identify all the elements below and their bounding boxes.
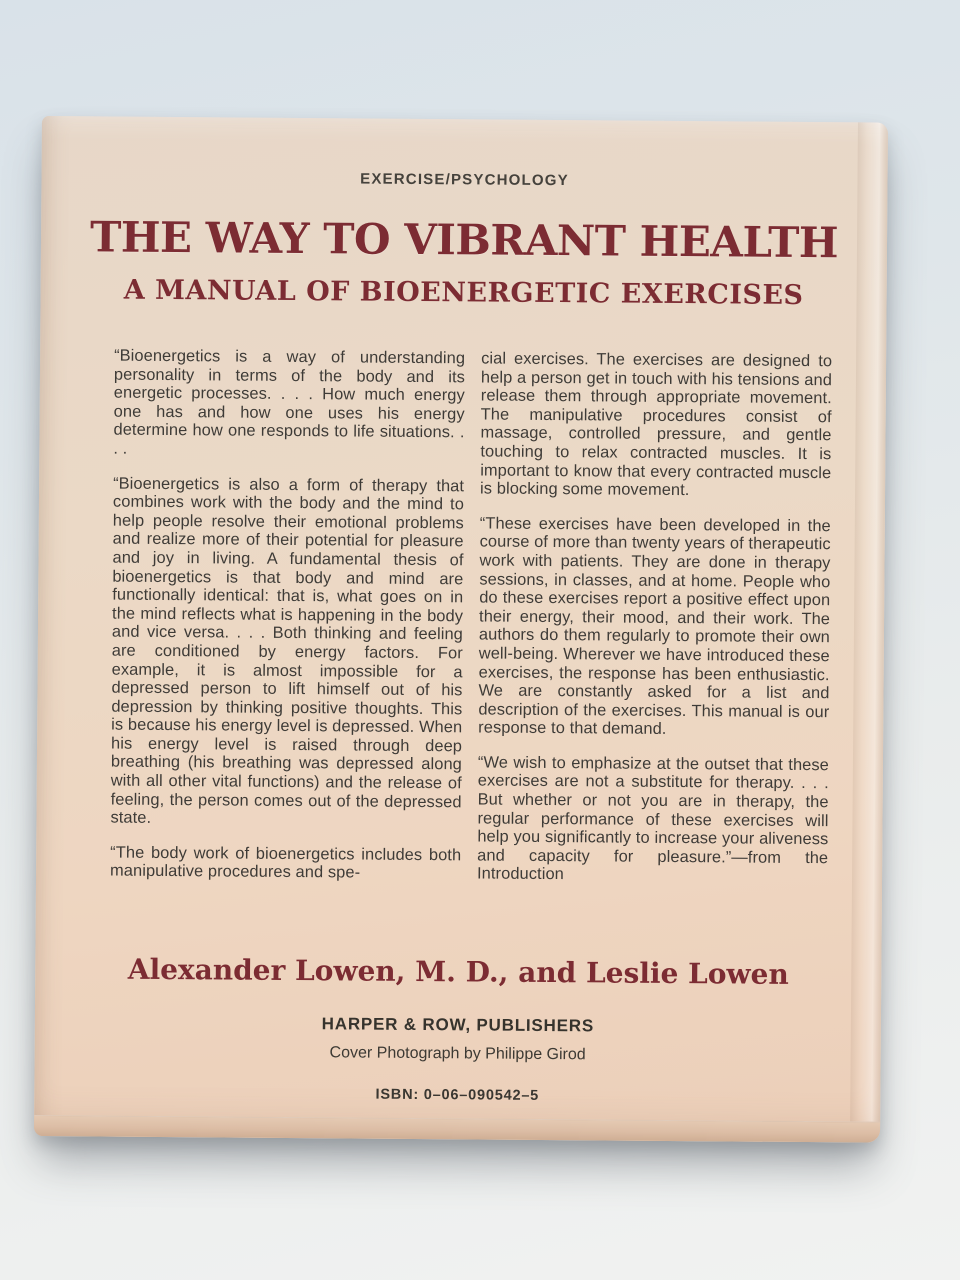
blurb-column-right [477, 349, 832, 922]
body-paragraph: “Bioenergetics is also a form of therapy that combines work with the body and the mind to help people resolve their emotional problems and realize more of their potential for pleasure and joy in living. A fundamental thesis of bioenergetics is that body and mind are functionally identical: that is, what goes on in the mind reflects what is happening in the body and vice versa. . . . Both thinking and feeling are conditioned by energy factors. For example, it is almost impossible for a depressed person to lift himself out of his depression by thinking positive thoughts. This is because his energy level is depressed. When his energy level is raised through deep breathing (his breathing was depressed along with all other vital functions) and the release of feeling, the person comes out of the depressed state. [110, 474, 465, 828]
isbn-label: ISBN: 0–06–090542–5 [375, 1086, 540, 1104]
cover-photo-credit: Cover Photograph by Philippe Girod [329, 1044, 586, 1064]
body-paragraph: “Bioenergetics is a way of understanding personality in terms of the body and its energetic processes. . . . How much energy one has and how one uses his energy determine how one responds to life situations. . . . [113, 346, 466, 458]
book-back-cover [34, 116, 888, 1143]
body-paragraph: “These exercises have been developed in the course of more than twenty years of therapeutic work with patients. They are done in therapy sessions, in classes, and at home. People who do these exercises report a positive effect upon their energy, their mood, and their work. The authors do them regularly to promote their own well-being. Wherever we have introduced these exercises, the response has been enthusiastic. We are constantly asked for a list and description of the exercises. This manual is our response to that demand. [478, 514, 831, 739]
category-label: EXERCISE/PSYCHOLOGY [360, 170, 569, 190]
book-title: THE WAY TO VIBRANT HEALTH [89, 212, 839, 268]
body-paragraph: cial exercises. The exercises are designed to help a person get in touch with his tensions and release them through appropriate movement. The manipulative procedures consist of massage, controlled pressure, and gentle touching to relax contracted muscles. It is important to know that every contracted muscle is blocking some movement. [480, 349, 833, 500]
authors-line: Alexander Lowen, M. D., and Leslie Lowen [127, 952, 789, 991]
body-paragraph: “The body work of bioenergetics includes both manipulative procedures and spe- [110, 843, 462, 882]
publisher-line: HARPER & ROW, PUBLISHERS [321, 1014, 595, 1036]
blurb-columns [110, 347, 832, 923]
body-paragraph: “We wish to emphasize at the outset that these exercises are not a substitute for therapy. . . . But whether or not you are in therapy, the regular performance of these exercises will help you significantly to increase your aliveness and capacity for pleasure.”—from the Introduction [476, 753, 829, 884]
book-subtitle: A MANUAL OF BIOENERGETIC EXERCISES [123, 274, 804, 311]
blurb-column-left [110, 347, 465, 920]
